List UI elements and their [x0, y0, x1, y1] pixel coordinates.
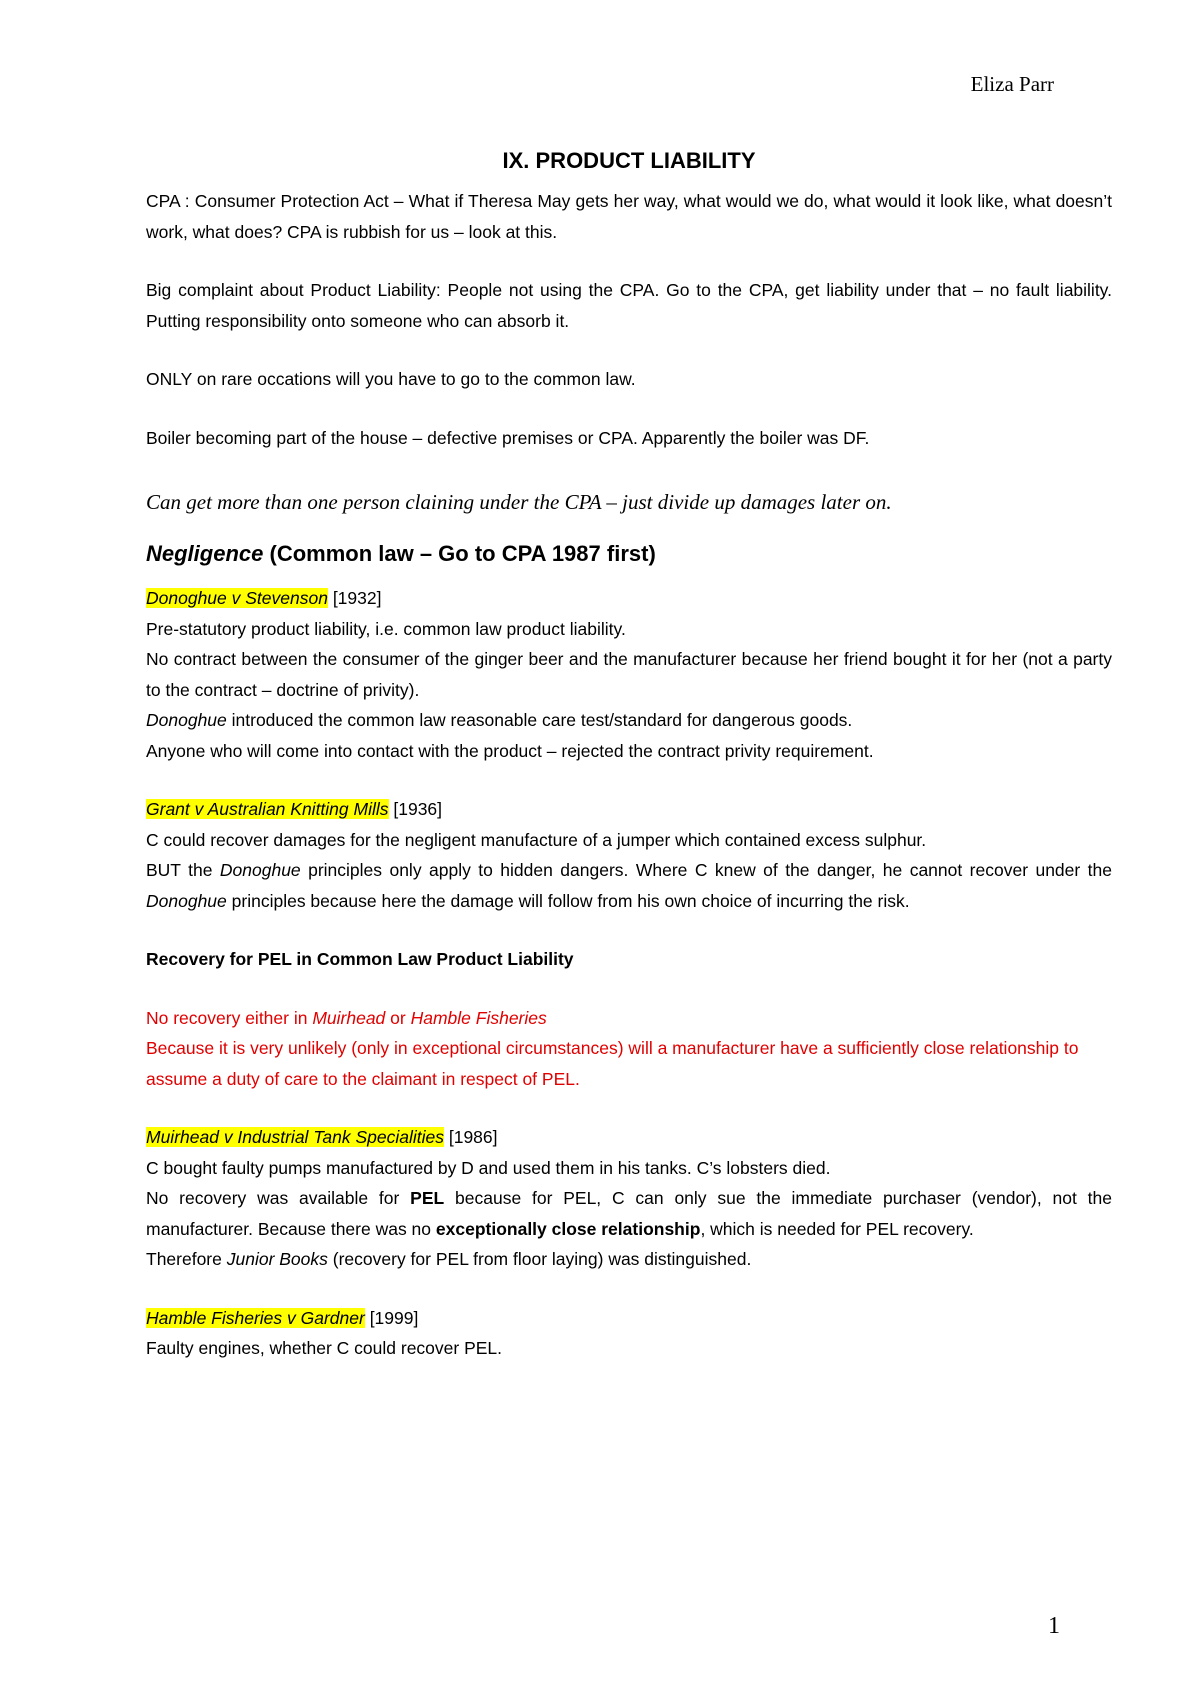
pel-text: or	[385, 1007, 411, 1028]
pel-line	[146, 1003, 1112, 1034]
case-ref: Muirhead	[312, 1007, 386, 1028]
case-ref: Donoghue	[219, 860, 301, 880]
pel-note	[146, 1003, 1112, 1095]
bold-term: exceptionally close relationship	[435, 1218, 701, 1239]
case-line: Anyone who will come into contact with the product – rejected the contract privity requirement.	[146, 740, 874, 761]
case-donoghue	[146, 583, 1112, 766]
case-heading	[146, 583, 1112, 614]
case-name: Grant v Australian Knitting Mills	[146, 799, 389, 819]
pel-line: Because it is very unlikely (only in exceptional circumstances) will a manufacturer have a sufficiently close relationship to assume a duty of care to the claimant in respect of PEL.	[146, 1038, 1079, 1089]
case-ref: Donoghue	[146, 890, 227, 911]
case-heading	[146, 794, 1112, 825]
document-body	[146, 148, 1112, 1364]
case-line	[146, 1244, 1112, 1275]
case-line: C could recover damages for the negligent manufacture of a jumper which contained excess sulphur.	[146, 829, 927, 850]
case-year: [1932]	[327, 588, 382, 608]
case-heading	[146, 1303, 1112, 1334]
case-line	[146, 855, 1112, 916]
case-line-text: principles because here the damage will follow from his own choice of incurring the risk.	[226, 890, 910, 911]
negligence-heading	[146, 537, 1112, 571]
case-year: [1936]	[388, 799, 443, 819]
case-year: [1986]	[443, 1127, 498, 1147]
pel-heading: Recovery for PEL in Common Law Product Liability	[146, 949, 574, 969]
case-line-text: , which is needed for PEL recovery.	[700, 1218, 974, 1239]
case-name: Hamble Fisheries v Gardner	[146, 1307, 365, 1328]
negligence-heading-italic: Negligence	[146, 541, 264, 566]
case-name: Muirhead v Industrial Tank Specialities	[146, 1127, 444, 1147]
page-number: 1	[1048, 1613, 1060, 1639]
case-line: No contract between the consumer of the ginger beer and the manufacturer because her friend bought it for her (not a party to the contract – doctrine of privity).	[146, 649, 1112, 700]
pel-text: No recovery either in	[146, 1007, 313, 1028]
case-ref: Hamble Fisheries	[410, 1007, 547, 1028]
case-hamble	[146, 1303, 1112, 1364]
case-line-text: because for PEL, C can only sue the immediate purchaser (vendor), not the manufacturer. Because there was no	[146, 1188, 1112, 1239]
header-author: Eliza Parr	[970, 72, 1054, 96]
case-line	[146, 1183, 1112, 1244]
case-line-text: No recovery was available for	[146, 1188, 411, 1208]
bold-term: PEL	[410, 1188, 445, 1208]
case-line-text: introduced the common law reasonable care test/standard for dangerous goods.	[226, 710, 853, 730]
case-ref: Junior Books	[226, 1249, 328, 1269]
intro-paragraph-2: Big complaint about Product Liability: People not using the CPA. Go to the CPA, get liability under that – no fault liability. Putting responsibility onto someone who can absorb it.	[146, 280, 1112, 331]
case-line-text: principles only apply to hidden dangers. Where C knew of the danger, he cannot recover under the	[300, 860, 1112, 880]
intro-paragraph-1: CPA : Consumer Protection Act – What if Theresa May gets her way, what would we do, what would it look like, what doesn’t work, what does? CPA is rubbish for us – look at this.	[146, 191, 1112, 242]
case-line: Pre-statutory product liability, i.e. common law product liability.	[146, 618, 626, 639]
case-grant	[146, 794, 1112, 916]
case-line-text: (recovery for PEL from floor laying) was distinguished.	[327, 1249, 752, 1269]
case-line-text: BUT the	[146, 860, 220, 880]
case-year: [1999]	[364, 1307, 419, 1328]
case-ref: Donoghue	[146, 710, 227, 730]
case-line: C bought faulty pumps manufactured by D and used them in his tanks. C’s lobsters died.	[146, 1157, 831, 1178]
intro-paragraph-3: ONLY on rare occations will you have to go to the common law.	[146, 369, 636, 389]
case-heading	[146, 1122, 1112, 1153]
case-line-text: Therefore	[146, 1249, 227, 1269]
case-name: Donoghue v Stevenson	[146, 588, 328, 608]
negligence-heading-rest: (Common law – Go to CPA 1987 first)	[263, 541, 656, 566]
intro-note: Can get more than one person claining under the CPA – just divide up damages later on.	[146, 490, 892, 514]
case-line: Faulty engines, whether C could recover PEL.	[146, 1338, 503, 1358]
case-muirhead	[146, 1122, 1112, 1275]
case-line	[146, 705, 1112, 736]
page-title: IX. PRODUCT LIABILITY	[502, 148, 756, 173]
intro-paragraph-4: Boiler becoming part of the house – defective premises or CPA. Apparently the boiler was DF.	[146, 427, 870, 448]
